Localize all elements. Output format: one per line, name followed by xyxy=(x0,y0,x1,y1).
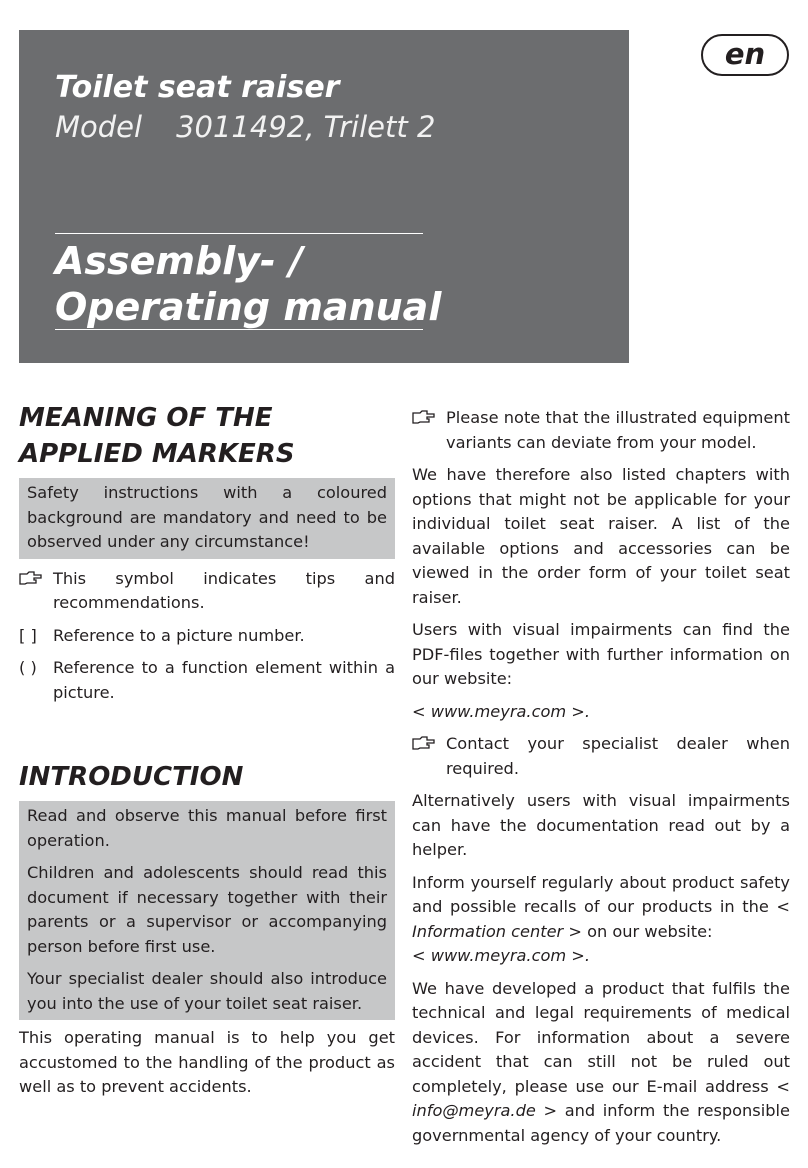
marker-item-picture-ref xyxy=(19,624,395,649)
document-type-line2: Operating manual xyxy=(55,285,442,329)
paren-symbol: ( ) xyxy=(19,658,37,677)
information-center-link[interactable]: < Information center > xyxy=(412,897,790,941)
document-type xyxy=(55,238,441,330)
product-title: Toilet seat raiser xyxy=(55,70,340,105)
options-paragraph: We have therefore also listed chapters with options that might not be applicable for your individual toilet seat raiser. A list of the available options and accessories can be viewed in the order form of your toilet seat raiser. xyxy=(412,465,790,607)
marker-bracket-text: Reference to a picture number. xyxy=(53,625,305,645)
marker-item-function-ref xyxy=(19,656,395,705)
recalls-website-link[interactable]: < www.meyra.com >. xyxy=(412,946,590,965)
pointing-hand-icon xyxy=(19,567,53,616)
recalls-text-end: on our website: xyxy=(581,921,713,941)
pdf-paragraph: Users with visual impairments can find the PDF-files together with further information on our website: xyxy=(412,620,790,688)
accident-paragraph xyxy=(412,977,790,1149)
recalls-paragraph xyxy=(412,871,790,969)
intro-box-p3: Your specialist dealer should also introduce you into the use of your toilet seat raiser. xyxy=(27,969,387,1013)
marker-item-tip xyxy=(19,567,395,616)
title-banner xyxy=(19,30,629,363)
safety-notice-box xyxy=(19,478,395,559)
tip-equipment-text: Please note that the illustrated equipment variants can deviate from your model. xyxy=(446,408,790,452)
markers-heading: MEANING OF THE APPLIED MARKERS xyxy=(19,403,295,469)
email-link[interactable]: < info@meyra.de > xyxy=(412,1076,790,1120)
document-type-line1: Assembly- / xyxy=(55,239,303,283)
model-number: 3011492, Trilett 2 xyxy=(176,110,436,144)
intro-paragraph: This operating manual is to help you get accustomed to the handling of the product as well as to prevent accidents. xyxy=(19,1028,395,1096)
marker-tip-text: This symbol indicates tips and recommendations. xyxy=(53,568,395,612)
bracket-symbol: [ ] xyxy=(19,625,37,645)
pointing-hand-icon xyxy=(412,406,446,455)
language-badge: en xyxy=(701,34,789,76)
tip-contact-text: Contact your specialist dealer when required. xyxy=(446,734,790,778)
tip-equipment-variants xyxy=(412,406,790,455)
introduction-heading: INTRODUCTION xyxy=(19,762,244,792)
right-column xyxy=(412,400,790,1148)
marker-paren-text: Reference to a function element within a picture. xyxy=(53,658,395,702)
title-rule-bottom xyxy=(55,329,423,330)
model-label: Model xyxy=(55,110,143,144)
model-line xyxy=(55,110,435,144)
left-column xyxy=(19,400,395,1100)
pointing-hand-icon xyxy=(412,732,446,781)
intro-box-p2: Children and adolescents should read this document if necessary together with their parents or a supervisor or accompanying person before first use. xyxy=(27,863,387,956)
recalls-text-start: Inform yourself regularly about product safety and possible recalls of our products in the xyxy=(412,872,790,916)
introduction-box xyxy=(19,801,395,1020)
tip-contact-dealer xyxy=(412,732,790,781)
title-rule-top xyxy=(55,233,423,234)
safety-notice-text: Safety instructions with a coloured background are mandatory and need to be observed under any circumstance! xyxy=(27,483,387,551)
accident-text-end: and inform the responsible governmental agency of your country. xyxy=(412,1101,790,1145)
website-link[interactable]: < www.meyra.com >. xyxy=(412,701,590,721)
accident-text-start: We have developed a product that fulfils the technical and legal requirements of medical devices. For information about a severe accident that can still not be ruled out completely, please use our E-mail address xyxy=(412,978,790,1096)
helper-paragraph: Alternatively users with visual impairments can have the documentation read out by a helper. xyxy=(412,791,790,859)
intro-box-p1: Read and observe this manual before first operation. xyxy=(27,806,387,850)
